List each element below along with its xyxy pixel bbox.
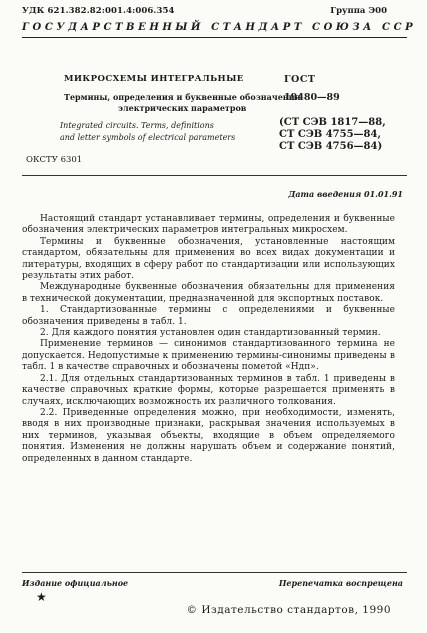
subtitle-line: электрических параметров [118, 103, 247, 113]
body-paragraph: Применение терминов — синонимов стандартизованного термина не допускается. Недопустимые к применению термины-синонимы приведены в табл. 1 в качестве справочных и обозначены пометой «Ндп». [22, 339, 395, 373]
english-title-line: and letter symbols of electrical parameters [60, 133, 236, 142]
cmea-line: СТ СЭВ 4756—84) [279, 141, 383, 152]
cmea-standards [279, 117, 386, 153]
official-edition-note: Издание официальное [22, 578, 129, 588]
body-paragraph: 1. Стандартизованные термины с определениями и буквенные обозначения приведены в табл. 1. [22, 305, 395, 327]
document-subtitle [64, 92, 300, 114]
body-paragraph: Термины и буквенные обозначения, установленные настоящим стандартом, обязательны для применения во всех видах документации и литературы, входящих в сферу работ по стандартизации или использующих результаты этих работ. [22, 236, 395, 282]
group-code: Группа Э00 [330, 6, 387, 16]
subtitle-line: Термины, определения и буквенные обозначения [64, 92, 301, 102]
english-title-line: Integrated circuits. Terms, definitions [60, 121, 214, 130]
document-title: МИКРОСХЕМЫ ИНТЕГРАЛЬНЫЕ [64, 74, 244, 84]
gost-label: ГОСТ [284, 74, 316, 85]
english-title [60, 120, 235, 144]
copyright-line: © Издательство стандартов, 1990 [186, 604, 391, 616]
body-paragraph: 2.2. Приведенные определения можно, при необходимости, изменять, вводя в них производные признаки, раскрывая значения используемых в них терминов, указывая объекты, входящие в объем определяемого понятия. Изменения не должны нарушать объем и содержание понятий, определенных в данном стандарте. [22, 407, 395, 464]
body-text [22, 214, 395, 465]
udk-code: УДК 621.382.82:001.4:006.354 [22, 6, 175, 16]
state-standard-heading: ГОСУДАРСТВЕННЫЙ СТАНДАРТ СОЮЗА ССР [22, 22, 417, 33]
star-icon: ★ [36, 590, 47, 604]
cmea-line: СТ СЭВ 4755—84, [279, 129, 381, 140]
introduction-date: Дата введения 01.01.91 [288, 189, 403, 199]
footer-divider [22, 572, 407, 573]
body-paragraph: 2. Для каждого понятия установлен один стандартизованный термин. [40, 328, 381, 339]
body-paragraph: Настоящий стандарт устанавливает термины, определения и буквенные обозначения электрических параметров интегральных микросхем. [22, 214, 395, 236]
body-paragraph: Международные буквенные обозначения обязательны для применения в технической документации, предназначенной для экспортных поставок. [22, 282, 395, 304]
header-divider [22, 37, 407, 38]
reprint-prohibited-note: Перепечатка воспрещена [278, 578, 403, 588]
title-divider [22, 175, 407, 176]
okstu-code: ОКСТУ 6301 [26, 155, 83, 165]
gost-number: 19480—89 [284, 92, 340, 103]
body-paragraph: 2.1. Для отдельных стандартизованных терминов в табл. 1 приведены в качестве справочных краткие формы, которые разрешается применять в случаях, исключающих возможность их различного толкования. [22, 373, 395, 407]
cmea-line: (СТ СЭВ 1817—88, [279, 117, 386, 128]
